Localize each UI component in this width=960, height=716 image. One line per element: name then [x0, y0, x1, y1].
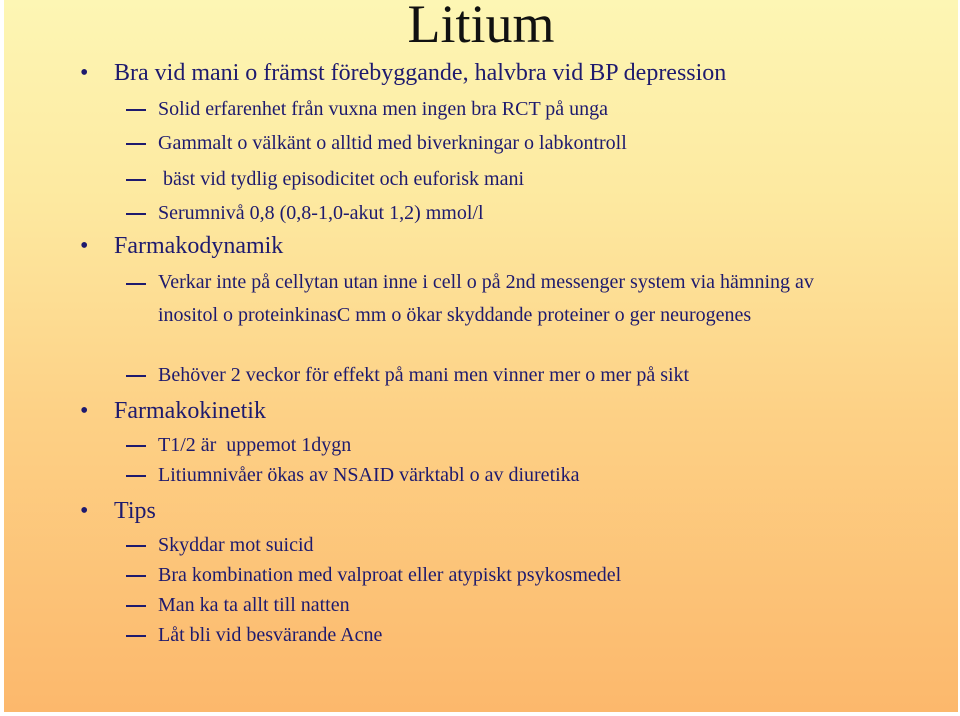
sub-item-text: Solid erfarenhet från vuxna men ingen bra RCT på unga — [158, 98, 609, 120]
dash-icon — [126, 575, 146, 577]
dash-icon — [126, 545, 146, 547]
dash-icon — [126, 179, 146, 181]
sub-item-text: Bra kombination med valproat eller atypiskt psykosmedel — [158, 564, 622, 586]
dash-icon — [126, 109, 146, 111]
sub-item-text: Låt bli vid besvärande Acne — [158, 624, 383, 646]
dash-icon — [126, 605, 146, 607]
bullet-heading-text: Farmakokinetik — [114, 398, 266, 424]
dash-icon — [126, 445, 146, 447]
sub-item-text: Skyddar mot suicid — [158, 534, 314, 556]
slide-title: Litium — [407, 0, 555, 54]
sub-item-text: Gammalt o välkänt o alltid med biverkningar o labkontroll — [158, 132, 627, 154]
dash-icon — [126, 143, 146, 145]
bullet-heading-text: Bra vid mani o främst förebyggande, halvbra vid BP depression — [114, 60, 727, 86]
bullet-heading-text: Tips — [114, 498, 156, 524]
bullet-dot-icon: • — [80, 60, 89, 86]
bullet-heading-text: Farmakodynamik — [114, 233, 284, 259]
sub-item-text: Serumnivå 0,8 (0,8-1,0-akut 1,2) mmol/l — [158, 202, 484, 224]
dash-icon — [126, 375, 146, 377]
dash-icon — [126, 475, 146, 477]
sub-item-text: bäst vid tydlig episodicitet och euforisk mani — [158, 168, 525, 190]
dash-icon — [126, 213, 146, 215]
sub-item-text: Man ka ta allt till natten — [158, 594, 350, 616]
sub-item-text: Litiumnivåer ökas av NSAID värktabl o av diuretika — [158, 464, 580, 486]
sub-item-text: Verkar inte på cellytan utan inne i cell o på 2nd messenger system via hämning av inositol o proteinkinasC mm o ökar skyddande proteiner o ger neurogenes — [158, 271, 814, 326]
bullet-dot-icon: • — [80, 233, 89, 259]
bullet-dot-icon: • — [80, 398, 89, 424]
dash-icon — [126, 283, 146, 285]
dash-icon — [126, 635, 146, 637]
slide — [4, 0, 958, 712]
sub-item-text: Behöver 2 veckor för effekt på mani men vinner mer o mer på sikt — [158, 364, 690, 386]
sub-item-text: T1/2 är uppemot 1dygn — [158, 434, 352, 456]
bullet-dot-icon: • — [80, 498, 89, 524]
